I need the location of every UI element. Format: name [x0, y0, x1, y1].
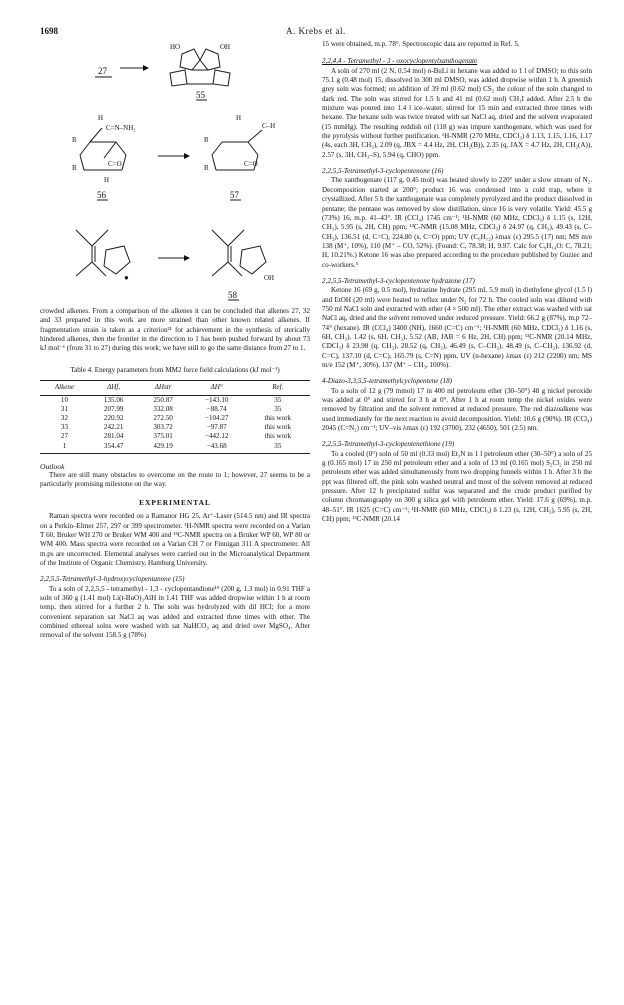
table-cell: 32	[60, 413, 69, 422]
compound-17-heading: 2,2,5,5-Tetramethyl-3-cyclopentenone hydrazone (17)	[322, 276, 475, 285]
atom-r-1: R	[72, 136, 77, 144]
table-cell: 10	[60, 395, 69, 404]
compound-19-heading: 2,2,5,5-Tetramethyl-3-cyclopentenethione (19)	[322, 440, 455, 449]
table-cell: 272.50	[153, 413, 173, 422]
outlook-paragraph: There are still many obstacles to overcome on the route to 1; however, 27 seems to be a particularly promising milestone on the way.	[40, 471, 310, 489]
table-cell: 375.01	[153, 432, 173, 441]
table-cell: −104.27	[204, 413, 229, 422]
table-cell: 354.47	[89, 442, 138, 454]
table-cell: −88.74	[206, 404, 227, 413]
right-column	[322, 40, 592, 525]
table-row	[40, 405, 310, 414]
atom-hydrazone: C=N–NH₂	[106, 124, 136, 132]
compound-15-heading: 2,2,5,5-Tetramethyl-3-hydroxycyclopentanone (15)	[40, 575, 185, 584]
table-row	[40, 442, 310, 454]
table-header: ΔHf,	[89, 381, 138, 395]
xanthogenate-paragraph: A soln of 270 ml (2 N, 0.54 mol) n-BuLi in hexane was added to 1 l of DMSO; to this soln 75.1 g (0.48 mol) 15, dissolved in 300 ml DMSO, was added dropwise within 1 h. A greenish grey soln was formed; on addition of 39 ml (0.62 mol) CS₂ the colour of the soln changed to dark red. The soln was stirred for 1.5 h and 41 ml (0.62 mol) CH₃I added. After 2.5 h the mixture was poured into 1.4 l ice–water, stirred for 15 min and extracted three times with hexane. The hexane soln was twice treated with sat NaCl aq, dried and the solvent evaporated (15 mmHg). The resulting reddish oil (118 g) was impure xanthogenate, which was used for the pyrolysis without further purification. ¹H-NMR (270 MHz, CDCl₃) δ 1.13, 1.15, 1.16, 1.17 (4s, each 3H, CH₃), 2.09 (q, JBX = 4.4 Hz, 2H, CH₂(B)), 2.35 (q, JAX = 4.7 Hz, 2H, CH₂(A)), 2.57 (s, 3H, CH₃–S), 5.94 (q, CHO) ppm.	[322, 66, 592, 159]
table-cell: −442.12	[204, 432, 229, 441]
outlook-heading: Outlook	[40, 461, 65, 471]
atom-r-2: R	[72, 164, 77, 172]
atom-r-4: R	[204, 164, 209, 172]
table-cell: 281.04	[103, 432, 124, 441]
compound-18-heading: 4-Diazo-3,3,5,5-tetramethylcyclopentene (18)	[322, 377, 453, 386]
table-cell: −97.87	[206, 423, 227, 432]
table-header: ΔHstr	[138, 381, 187, 395]
atom-carbonyl-2: C=O	[244, 160, 258, 168]
atom-r-3: R	[204, 136, 209, 144]
table-header: Ref.	[246, 381, 310, 395]
table-cell: 35	[274, 404, 282, 413]
table-cell: 35	[246, 442, 310, 454]
reaction-schemes-figure	[40, 40, 312, 302]
table-cell: 1	[40, 442, 89, 454]
table-cell: 33	[60, 423, 69, 432]
energy-table	[40, 380, 310, 454]
experimental-heading: EXPERIMENTAL	[139, 497, 211, 507]
compound-16-paragraph: The xanthogenate (117 g, 0.45 mol) was heated slowly to 220° under a slow stream of N₂. Decomposition started at 200°; product 16 was condensed into a cold trap, where it crystallized. After 5 h the xanthogenate was completely pyrolyzed and the product dissolved in pentane; the pentane was removed by slow distillation, since 16 is very volatile. Yield: 45.5 g (73%) 16, m.p. 41–43°. IR (CCl₄) 1745 cm⁻¹; ¹H-NMR (60 MHz, CDCl₃) δ 1.15 (s, 12H, CH₃), 5.95 (s, 2H, CH) ppm; ¹³C-NMR (15.08 MHz, CDCl₃) δ 24.97 (q, CH₃), 49.43 (s, C–CH₃), 136.51 (d, C=C), 224.80 (s, C=O) ppm; UV (C₆H₁₂) λmax (ε) 295.5 (17) nm; MS m/e 138 (M⁺, 10%), 110 (M⁺ – CO, 52%). (Found: C, 78.38; H, 9.97. Calc for C₉H₁₄O: C, 78.21; H, 10.21%.) Ketone 16 was also prepared according to the procedure published by Guziec and co-workers.⁵	[322, 176, 592, 269]
atom-oh: OH	[220, 43, 231, 51]
table-cell: 220.92	[103, 413, 124, 422]
table-cell: −43.68	[188, 442, 246, 454]
experimental-paragraph: Raman spectra were recorded on a Ramanor HG 25, Ar⁺-Laser (514.5 nm) and IR spectra on a Perkin–Elmer 257, 297 or 399 spectrometer. ¹H-NMR spectra were recorded on a Varian T 60, Bruker WH 270 or Bruker WM 400 and ¹³C-NMR spectra on a Bruker WP 60, WP 80 or WM 400. Mass spectra were recorded on a Varian CH 7 or Finnigan 311 A spectrometer. All m.ps are uncorrected. Elemental analyses were carried out in the Microanalytical Department of the Institute of Organic Chemistry, Hamburg University.	[40, 512, 310, 567]
table-caption: Table 4. Energy parameters from MM2 force field calculations (kJ mol⁻¹)	[70, 365, 280, 374]
label-56: 56	[97, 190, 106, 200]
table-row	[40, 395, 310, 405]
table-row	[40, 414, 310, 423]
structure-cation	[76, 230, 130, 276]
table-cell: 303.72	[153, 423, 173, 432]
table-cell: 135.06	[103, 395, 124, 404]
xanthogenate-heading: 2,2,4,4 - Tetramethyl - 3 - oxocyclopentylxanthogenate	[322, 57, 478, 66]
compound-15-paragraph: To a soln of 2,2,5,5 - tetramethyl - 1,3 - cyclopentandione¹⁹ (200 g, 1.3 mol) in 0.91 THF a soln of 360 g (1.41 mol) Li(t-BuO)₃AlH in 1.41 THF was added dropwise within 1 h at room temp, then stirred for a further 2 h. The soln was hydrolyzed with dil HCl; for a more convenient separation sat NaCl aq was added and extracted three times with ether. The combined ethereal solns were washed with sat NaHCO₃ aq and dried over MgSO₄. After removal of the solvent 158.5 g (78%)	[40, 584, 310, 640]
table-cell: −143.10	[204, 395, 229, 404]
compound-16-heading: 2,2,5,5-Tetramethyl-3-cyclopentenone (16)	[322, 167, 444, 176]
table-cell: 429.19	[138, 442, 187, 454]
compound-19-paragraph: To a cooled (0°) soln of 50 ml (0.33 mol) Et₃N in 1 l petroleum ether (30–50°) a soln of 25 g (0.165 mol) 17 in 250 ml petroleum ether and a soln of 13 ml (0.165 mol) S₂Cl₂ in 250 ml petroleum ether was added simultaneously from two dropping funnels within 1 h. After 3 h the ppt was filtered off, the pink soln washed neutral and most of the solvent removed at reduced pressure. After 12 h precipitated sulfur was separated and the crude product purified by column chromatography on 300 g silica gel with petroleum ether. Yield: 17.6 g (69%), m.p. 48–51°. IR 1625 (C=C) cm⁻¹; ¹H-NMR (60 MHz, CDCl₃) δ 1.23 (s, 12H, CH₃), 5.95 (s, 2H, CH) ppm; ¹³C-NMR (20.14	[322, 449, 592, 524]
compound-18-paragraph: To a soln of 12 g (79 mmol) 17 in 400 ml petroleum ether (30–50°) 48 g nickel peroxide was added at 0° and stirred for 3 h at 0°. After 1 h at room temp the nickel oxides were removed by filtration and the solvent removed at reduced pressure. The red diazoalkene was used immediately for the next reaction to avoid decomposition. Yield: 10.6 g (90%). IR (CCl₄) 2045 (C=N₂) cm⁻¹; UV–vis λmax (ε) 192 (3700), 232 (4650), 501 (2.5) nm.	[322, 386, 592, 433]
table-cell: 35	[274, 395, 282, 404]
table-cell: this work	[264, 432, 292, 441]
running-authors: A. Krebs et al.	[286, 26, 346, 36]
table-cell: 250.87	[153, 395, 173, 404]
atom-oh-2: OH	[264, 274, 275, 282]
atom-h-2: H	[104, 176, 110, 184]
table-cell: 27	[60, 432, 69, 441]
table-cell: 31	[60, 404, 69, 413]
atom-h: H	[98, 114, 104, 122]
structure-58	[212, 230, 266, 276]
atom-carbonyl: C=O	[108, 160, 122, 168]
atom-ch: C–H	[262, 122, 276, 130]
structure-55	[170, 49, 230, 86]
table-row	[40, 432, 310, 441]
atom-h-3: H	[236, 114, 242, 122]
cation-charge: ●	[124, 273, 129, 282]
discussion-paragraph: crowded alkenes. From a comparison of the alkenes it can be concluded that alkenes 27, 32 and 33 prepared in this work are more strained than other known related alkenes. If fragmentation strain is taken as a criterion²¹ for achievement in the synthesis of sterically hindered alkenes, then the frontier in the direction to 1 has been pushed forward by about 73 kJ mol⁻¹ (from 31 to 27) during this work; we have still to go the same distance from 27 to 1.	[40, 307, 310, 353]
table-header: Alkene	[40, 381, 89, 395]
continuation-paragraph: 15 were obtained, m.p. 78°. Spectroscopic data are reported in Ref. 5.	[322, 40, 520, 48]
label-55: 55	[196, 90, 205, 100]
table-cell: 207.99	[103, 404, 124, 413]
label-58: 58	[228, 290, 237, 300]
table-cell: 242.21	[103, 423, 124, 432]
table-row	[40, 423, 310, 432]
table-cell: this work	[264, 413, 292, 422]
left-column	[40, 307, 310, 641]
label-57: 57	[230, 190, 239, 200]
page-number: 1698	[40, 26, 58, 36]
table-header: ΔH°	[188, 381, 246, 395]
atom-ho: HO	[170, 43, 181, 51]
compound-17-paragraph: Ketone 16 (69 g, 0.5 mol), hydrazine hydrate (295 ml, 5.9 mol) in diethylene glycol (1.5 l) and EtOH (20 ml) were heated to reflux under N₂ for 72 h. The cooled soln was diluted with 750 ml NaCl soln and extracted with ether (4 × 500 ml). The ether extract was washed with sat NaCl aq, dried and the solvent removed under reduced pressure. Yield: 66.2 g (87%), m.p 72–74° (hexane). IR (CCl₄) 3400 (NH), 1660 (C=C) cm⁻¹; ¹H-NMR (60 MHz, CDCl₃) δ 1.16 (s, 6H, CH₃), 1.42 (s, 6H, CH₃), 5.52 (AB, JAB = 6 Hz, 2H, CH) ppm; ¹³C-NMR (20.14 MHz, CDCl₃) δ 23.98 (q, CH₃), 28.52 (q, CH₃), 46.49 (s, C–CH₃), 48.49 (s, C–CH₃), 136.92 (d, C=C), 137.10 (d, C=C), 165.79 (s, C=N) ppm, UV (n-hexane) λmax (ε) 212 (2200) nm; MS m/e 152 (M⁺, 30%), 137 (M⁺ – CH₃, 100%).	[322, 286, 592, 369]
table-cell: 332.08	[153, 404, 173, 413]
label-27: 27	[98, 66, 107, 76]
table-cell: this work	[264, 423, 292, 432]
